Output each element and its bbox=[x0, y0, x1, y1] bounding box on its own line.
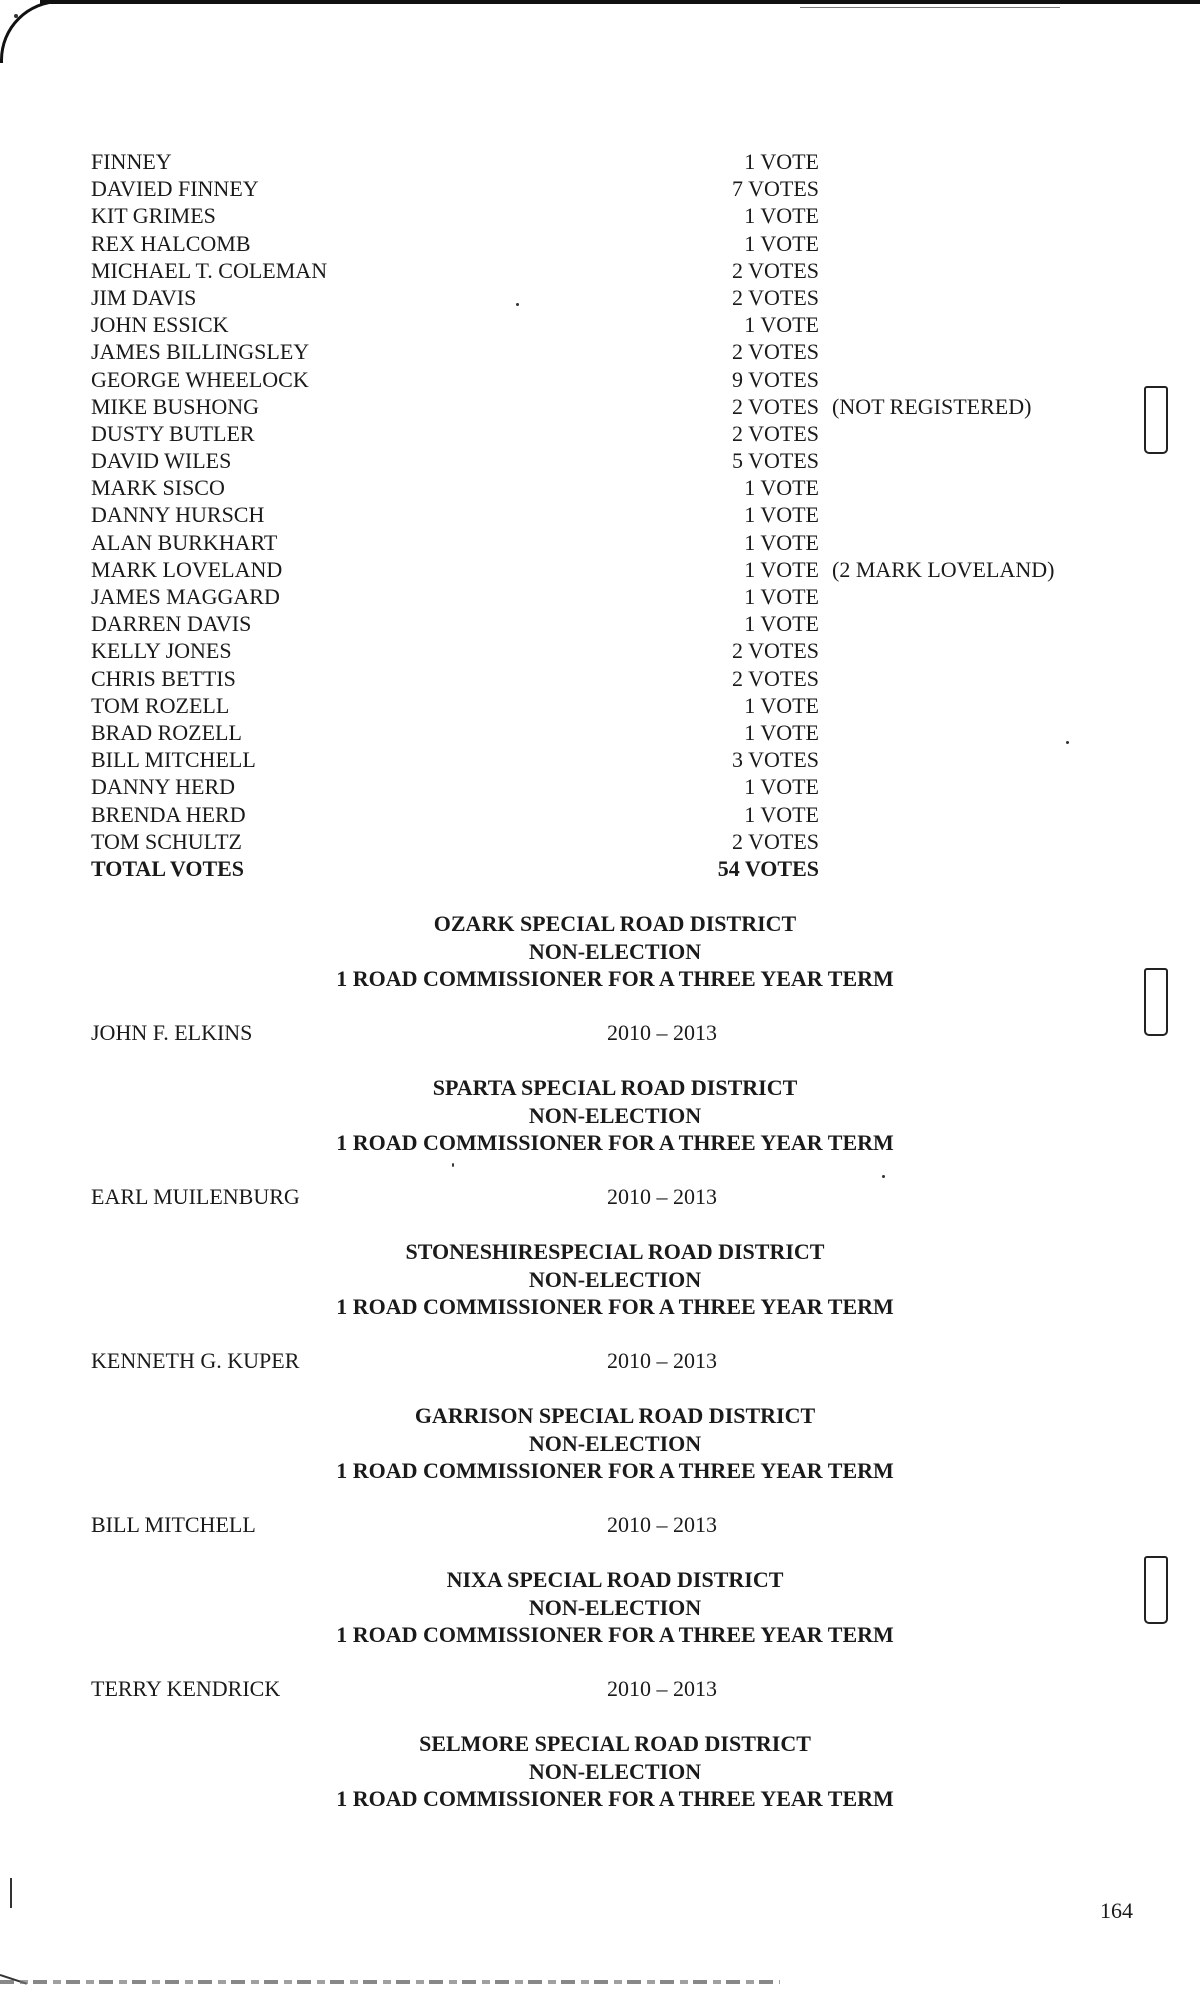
commissioner-name: TERRY KENDRICK bbox=[91, 1675, 281, 1701]
scan-speck bbox=[14, 14, 18, 18]
vote-row bbox=[91, 393, 1032, 420]
vote-count: 2 VOTES bbox=[732, 257, 819, 283]
candidate-name: BILL MITCHELL bbox=[91, 747, 256, 773]
vote-count: 1 VOTE bbox=[744, 801, 819, 827]
vote-count: 5 VOTES bbox=[732, 448, 819, 474]
vote-count: 1 VOTE bbox=[744, 719, 819, 745]
district-position: 1 ROAD COMMISSIONER FOR A THREE YEAR TERM bbox=[336, 1786, 894, 1811]
term-years: 2010 – 2013 bbox=[607, 1019, 717, 1045]
vote-count: 2 VOTES bbox=[732, 638, 819, 664]
commissioner-entry bbox=[0, 1346, 1200, 1376]
vote-count: 1 VOTE bbox=[744, 584, 819, 609]
candidate-name: ALAN BURKHART bbox=[91, 529, 278, 555]
candidate-name: JAMES MAGGARD bbox=[91, 584, 280, 609]
vote-row bbox=[91, 719, 991, 746]
vote-row bbox=[91, 148, 991, 175]
vote-row bbox=[91, 474, 991, 501]
binder-hole bbox=[1144, 386, 1168, 454]
commissioner-entry bbox=[0, 1182, 1200, 1212]
vote-count: 1 VOTE bbox=[744, 149, 819, 174]
candidate-name: BRAD ROZELL bbox=[91, 719, 242, 745]
district-status: NON-ELECTION bbox=[528, 938, 702, 964]
candidate-name: MARK SISCO bbox=[91, 475, 225, 501]
candidate-name: FINNEY bbox=[91, 149, 172, 174]
vote-row bbox=[91, 202, 991, 229]
commissioner-name: KENNETH G. KUPER bbox=[91, 1347, 300, 1373]
vote-tally-list bbox=[91, 148, 1055, 882]
candidate-name: MARK LOVELAND bbox=[91, 556, 283, 582]
candidate-name: CHRIS BETTIS bbox=[91, 665, 236, 691]
district-status: NON-ELECTION bbox=[528, 1758, 702, 1784]
vote-count: 1 VOTE bbox=[744, 774, 819, 800]
district-position: 1 ROAD COMMISSIONER FOR A THREE YEAR TERM bbox=[336, 1130, 894, 1155]
candidate-name: MICHAEL T. COLEMAN bbox=[91, 257, 328, 283]
candidate-name: JOHN ESSICK bbox=[91, 312, 229, 338]
district-block bbox=[0, 1730, 1200, 1813]
vote-row bbox=[91, 230, 991, 257]
candidate-name: TOM ROZELL bbox=[91, 692, 230, 718]
district-status: NON-ELECTION bbox=[528, 1594, 702, 1620]
term-years: 2010 – 2013 bbox=[607, 1183, 717, 1209]
district-name: SELMORE SPECIAL ROAD DISTRICT bbox=[419, 1731, 811, 1756]
term-years: 2010 – 2013 bbox=[607, 1347, 717, 1373]
vote-row bbox=[91, 366, 991, 393]
district-position: 1 ROAD COMMISSIONER FOR A THREE YEAR TERM bbox=[336, 1458, 894, 1483]
commissioner-name: JOHN F. ELKINS bbox=[91, 1019, 253, 1045]
scan-top-line bbox=[800, 7, 1060, 8]
commissioner-name: BILL MITCHELL bbox=[91, 1511, 256, 1537]
candidate-name: JAMES BILLINGSLEY bbox=[91, 339, 310, 365]
commissioner-entry bbox=[0, 1510, 1200, 1540]
candidate-name: GEORGE WHEELOCK bbox=[91, 366, 309, 392]
district-name: STONESHIRESPECIAL ROAD DISTRICT bbox=[405, 1239, 825, 1264]
vote-count: 1 VOTE bbox=[744, 203, 819, 229]
vote-row bbox=[91, 175, 991, 202]
candidate-name: DAVIED FINNEY bbox=[91, 176, 259, 202]
term-years: 2010 – 2013 bbox=[607, 1675, 717, 1701]
vote-row bbox=[91, 447, 991, 474]
vote-row bbox=[91, 637, 991, 664]
candidate-name: DANNY HERD bbox=[91, 774, 236, 800]
district-name: NIXA SPECIAL ROAD DISTRICT bbox=[446, 1567, 784, 1592]
vote-row bbox=[91, 257, 991, 284]
vote-count: 2 VOTES bbox=[732, 393, 819, 419]
vote-count: 1 VOTE bbox=[744, 692, 819, 718]
vote-row bbox=[91, 501, 991, 528]
vote-count: 1 VOTE bbox=[744, 556, 819, 582]
vote-row bbox=[91, 692, 991, 719]
district-name: GARRISON SPECIAL ROAD DISTRICT bbox=[414, 1403, 816, 1428]
candidate-name: KIT GRIMES bbox=[91, 203, 216, 229]
district-block bbox=[0, 1238, 1200, 1376]
vote-row bbox=[91, 583, 991, 610]
term-years: 2010 – 2013 bbox=[607, 1511, 717, 1537]
vote-count: 3 VOTES bbox=[732, 747, 819, 773]
candidate-name: REX HALCOMB bbox=[91, 230, 251, 256]
vote-row bbox=[91, 665, 991, 692]
vote-row bbox=[91, 610, 991, 637]
candidate-name: DARREN DAVIS bbox=[91, 611, 252, 637]
candidate-name: BRENDA HERD bbox=[91, 801, 246, 827]
district-name: SPARTA SPECIAL ROAD DISTRICT bbox=[432, 1075, 798, 1100]
vote-count: 7 VOTES bbox=[732, 176, 819, 202]
scan-corner-mark bbox=[0, 0, 63, 63]
vote-count: 1 VOTE bbox=[744, 502, 819, 528]
vote-row bbox=[91, 828, 991, 855]
scan-speck bbox=[1066, 741, 1069, 744]
vote-row bbox=[91, 529, 991, 556]
scan-edge-tick bbox=[10, 1878, 12, 1908]
candidate-name: DUSTY BUTLER bbox=[91, 420, 255, 446]
total-votes: 54 VOTES bbox=[717, 855, 819, 881]
vote-count: 2 VOTES bbox=[732, 828, 819, 854]
total-label: TOTAL VOTES bbox=[91, 855, 245, 881]
vote-row bbox=[91, 420, 991, 447]
district-block bbox=[0, 1402, 1200, 1540]
vote-count: 1 VOTE bbox=[744, 230, 819, 256]
district-status: NON-ELECTION bbox=[528, 1266, 702, 1292]
scan-bottom-edge bbox=[0, 1980, 780, 1984]
candidate-name: DAVID WILES bbox=[91, 448, 232, 474]
vote-count: 1 VOTE bbox=[744, 312, 819, 338]
commissioner-entry bbox=[0, 1674, 1200, 1704]
vote-row bbox=[91, 338, 991, 365]
vote-row bbox=[91, 284, 991, 311]
district-name: OZARK SPECIAL ROAD DISTRICT bbox=[433, 911, 797, 936]
page-number: 164 bbox=[1100, 1898, 1133, 1923]
vote-row bbox=[91, 773, 991, 800]
vote-row bbox=[91, 311, 991, 338]
district-block bbox=[0, 910, 1200, 1048]
vote-count: 2 VOTES bbox=[732, 284, 819, 310]
vote-count: 1 VOTE bbox=[744, 611, 819, 637]
vote-count: 2 VOTES bbox=[732, 339, 819, 365]
vote-note: (NOT REGISTERED) bbox=[832, 393, 1032, 419]
district-block bbox=[0, 1566, 1200, 1704]
vote-note: (2 MARK LOVELAND) bbox=[832, 556, 1055, 582]
vote-count: 2 VOTES bbox=[732, 665, 819, 691]
candidate-name: KELLY JONES bbox=[91, 638, 232, 664]
district-position: 1 ROAD COMMISSIONER FOR A THREE YEAR TERM bbox=[336, 966, 894, 991]
candidate-name: DANNY HURSCH bbox=[91, 502, 265, 528]
vote-count: 9 VOTES bbox=[732, 366, 819, 392]
vote-row bbox=[91, 746, 991, 773]
commissioner-name: EARL MUILENBURG bbox=[91, 1183, 300, 1209]
scan-top-edge bbox=[40, 0, 1200, 4]
district-block bbox=[0, 1074, 1200, 1212]
district-status: NON-ELECTION bbox=[528, 1102, 702, 1128]
vote-count: 1 VOTE bbox=[744, 475, 819, 501]
candidate-name: JIM DAVIS bbox=[91, 284, 197, 310]
candidate-name: MIKE BUSHONG bbox=[91, 393, 260, 419]
total-row bbox=[91, 855, 991, 882]
district-position: 1 ROAD COMMISSIONER FOR A THREE YEAR TERM bbox=[336, 1294, 894, 1319]
candidate-name: TOM SCHULTZ bbox=[91, 828, 242, 854]
vote-row bbox=[91, 556, 1055, 583]
vote-count: 1 VOTE bbox=[744, 529, 819, 555]
vote-count: 2 VOTES bbox=[732, 420, 819, 446]
commissioner-entry bbox=[0, 1018, 1200, 1048]
district-position: 1 ROAD COMMISSIONER FOR A THREE YEAR TERM bbox=[336, 1622, 894, 1647]
vote-row bbox=[91, 801, 991, 828]
district-status: NON-ELECTION bbox=[528, 1430, 702, 1456]
